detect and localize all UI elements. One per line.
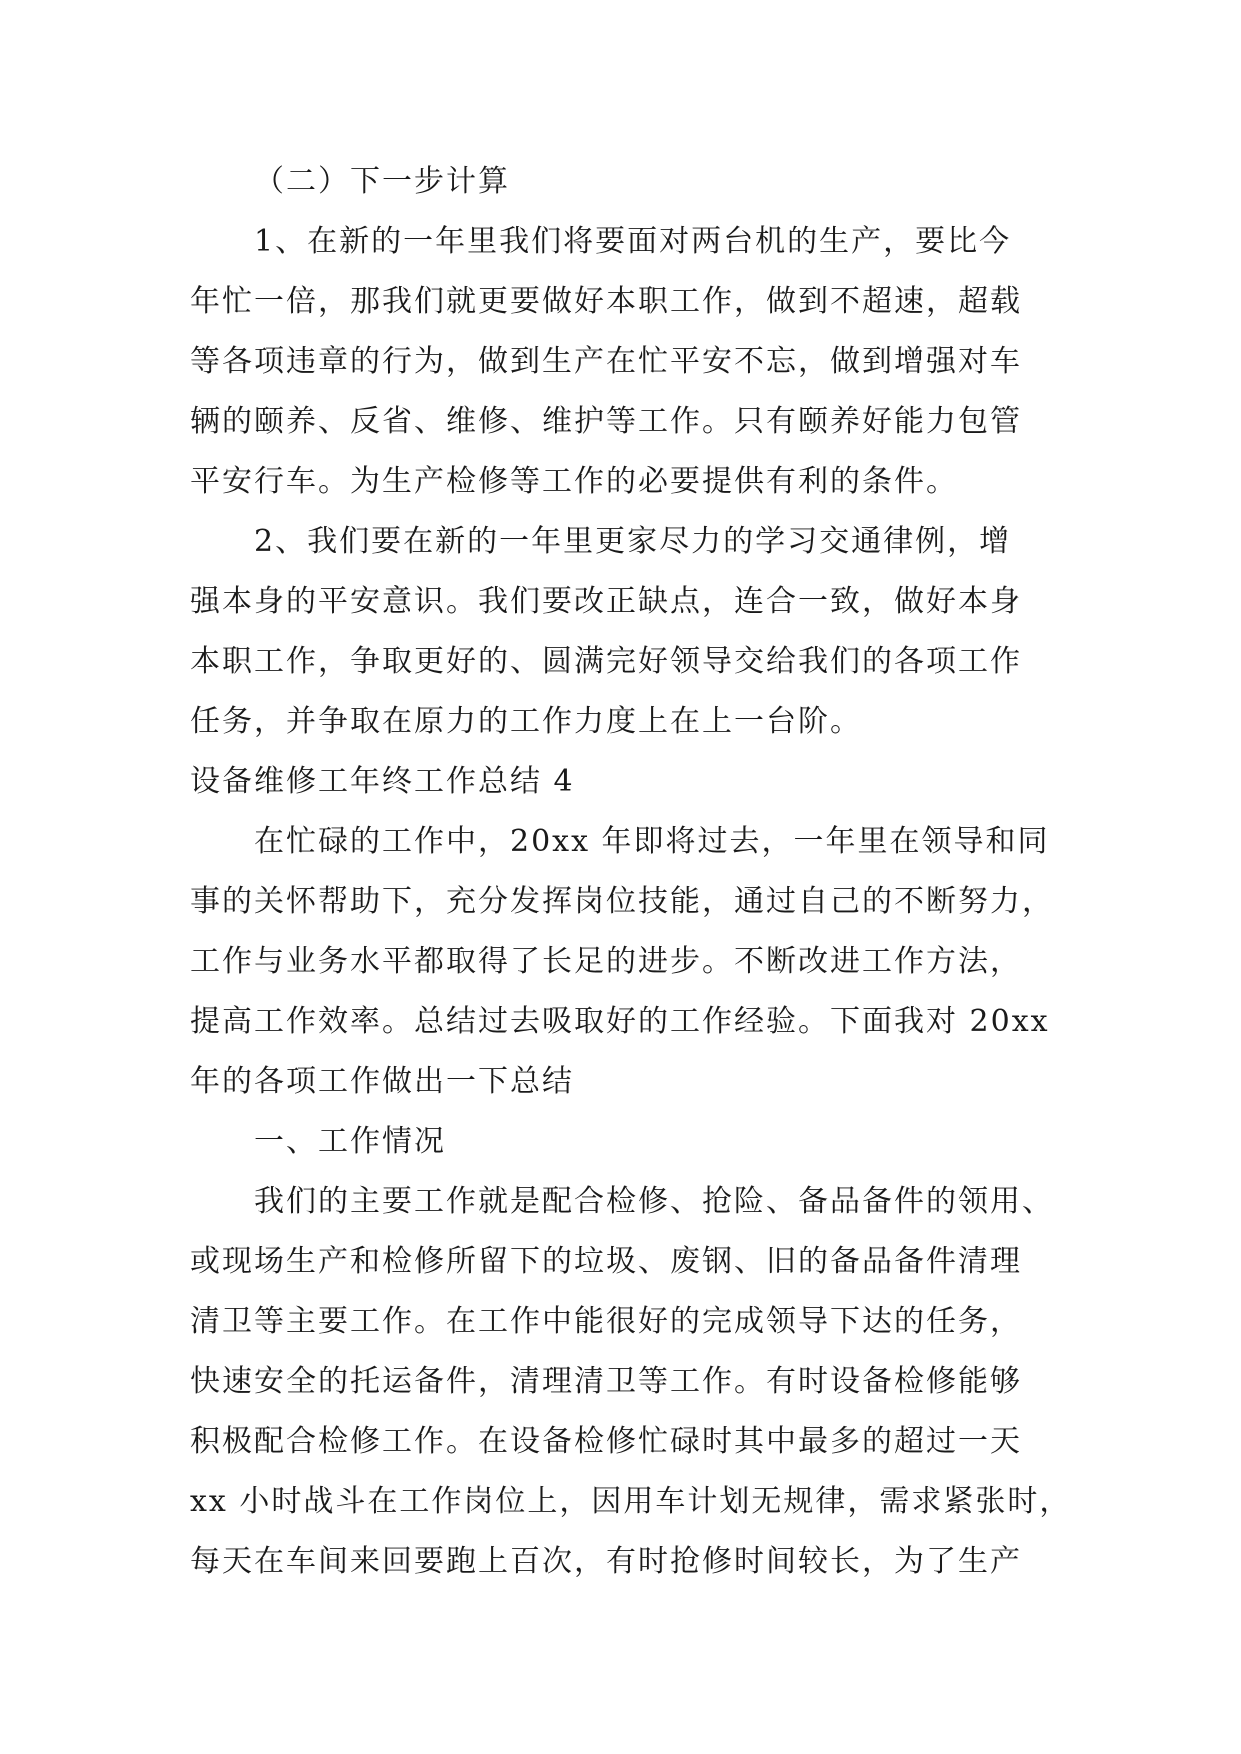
text-line: 强本身的平安意识。我们要改正缺点，连合一致，做好本身: [190, 584, 1022, 619]
text-line: xx 小时战斗在工作岗位上，因用车计划无规律，需求紧张时，: [190, 1484, 1072, 1519]
text-line: 工作与业务水平都取得了长足的进步。不断改进工作方法，: [190, 944, 1022, 979]
text-line: 清卫等主要工作。在工作中能很好的完成领导下达的任务，: [190, 1304, 1022, 1339]
text-line: 1、在新的一年里我们将要面对两台机的生产，要比今: [254, 224, 1012, 259]
text-line: （二）下一步计算: [254, 164, 510, 199]
text-line: 或现场生产和检修所留下的垃圾、废钢、旧的备品备件清理: [190, 1244, 1022, 1279]
text-line: 在忙碌的工作中，20xx 年即将过去，一年里在领导和同: [254, 824, 1050, 859]
text-line: 我们的主要工作就是配合检修、抢险、备品备件的领用、: [254, 1184, 1054, 1219]
text-line: 事的关怀帮助下，充分发挥岗位技能，通过自己的不断努力，: [190, 884, 1054, 919]
text-line: 平安行车。为生产检修等工作的必要提供有利的条件。: [190, 464, 958, 499]
text-line: 年忙一倍，那我们就更要做好本职工作，做到不超速，超载: [190, 284, 1022, 319]
document-body: [190, 152, 1072, 1592]
text-line: 辆的颐养、反省、维修、维护等工作。只有颐养好能力包管: [190, 404, 1022, 439]
text-line: 一、工作情况: [254, 1124, 446, 1159]
text-line: 2、我们要在新的一年里更家尽力的学习交通律例，增: [254, 524, 1012, 559]
text-line: 年的各项工作做出一下总结: [190, 1064, 574, 1099]
text-line: 等各项违章的行为，做到生产在忙平安不忘，做到增强对车: [190, 344, 1022, 379]
text-line: 提高工作效率。总结过去吸取好的工作经验。下面我对 20xx: [190, 1004, 1050, 1039]
text-line: 积极配合检修工作。在设备检修忙碌时其中最多的超过一天: [190, 1424, 1022, 1459]
text-line: 快速安全的托运备件，清理清卫等工作。有时设备检修能够: [190, 1364, 1022, 1399]
text-line: 本职工作，争取更好的、圆满完好领导交给我们的各项工作: [190, 644, 1022, 679]
text-line: 设备维修工年终工作总结 4: [190, 764, 575, 799]
text-line: 任务，并争取在原力的工作力度上在上一台阶。: [190, 704, 862, 739]
text-line: 每天在车间来回要跑上百次，有时抢修时间较长，为了生产: [190, 1544, 1022, 1579]
